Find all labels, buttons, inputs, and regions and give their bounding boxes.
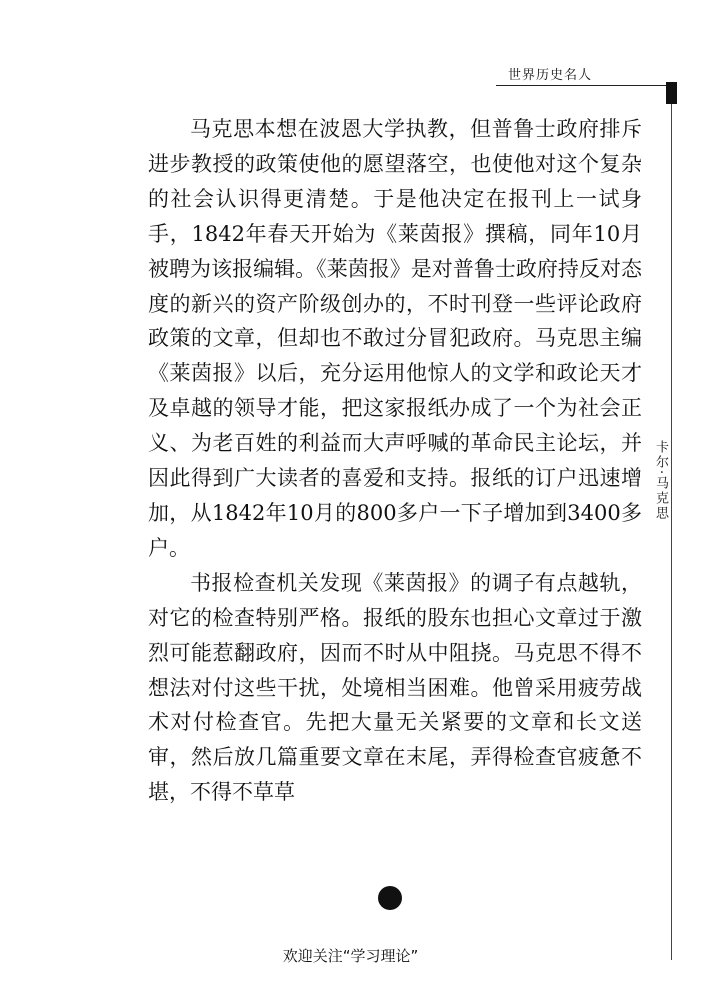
header-rule [496, 85, 666, 86]
series-title: 世界历史名人 [508, 68, 593, 83]
paragraph: 书报检查机关发现《莱茵报》的调子有点越轨，对它的检查特别严格。报纸的股东也担心文章过于激烈可能惹翻政府，因而不时从中阻挠。马克思不得不想法对付这些干扰，处境相当困难。他曾采用疲劳战术对付检查官。先把大量无关紧要的文章和长文送审，然后放几篇重要文章在末尾，弄得检查官疲惫不堪，不得不草草 [148, 570, 642, 805]
side-rule [671, 104, 672, 960]
paragraph: 马克思本想在波恩大学执教，但普鲁士政府排斥进步教授的政策使他的愿望落空，也使他对这个复杂的社会认识得更清楚。于是他决定在报刊上一试身手，1842年春天开始为《莱茵报》撰稿，同年10月被聘为该报编辑。《莱茵报》是对普鲁士政府持反对态度的新兴的资产阶级创办的，不时刊登一些评论政府政策的文章，但却也不敢过分冒犯政府。马克思主编《莱茵报》以后，充分运用他惊人的文学和政论天才及卓越的领导才能，把这家报纸办成了一个为社会正义、为老百姓的利益而大声呼喊的革命民主论坛，并因此得到广大读者的喜爱和支持。报纸的订户迅速增加，从1842年10月的800多户一下子增加到3400多户。 [148, 117, 642, 560]
page-ornament-icon [378, 886, 402, 910]
footer-note: 欢迎关注“学习理论” [282, 947, 419, 965]
body-text [148, 112, 642, 810]
header-block-marker [666, 82, 677, 104]
side-running-title: 卡尔·马克思 [653, 440, 668, 522]
